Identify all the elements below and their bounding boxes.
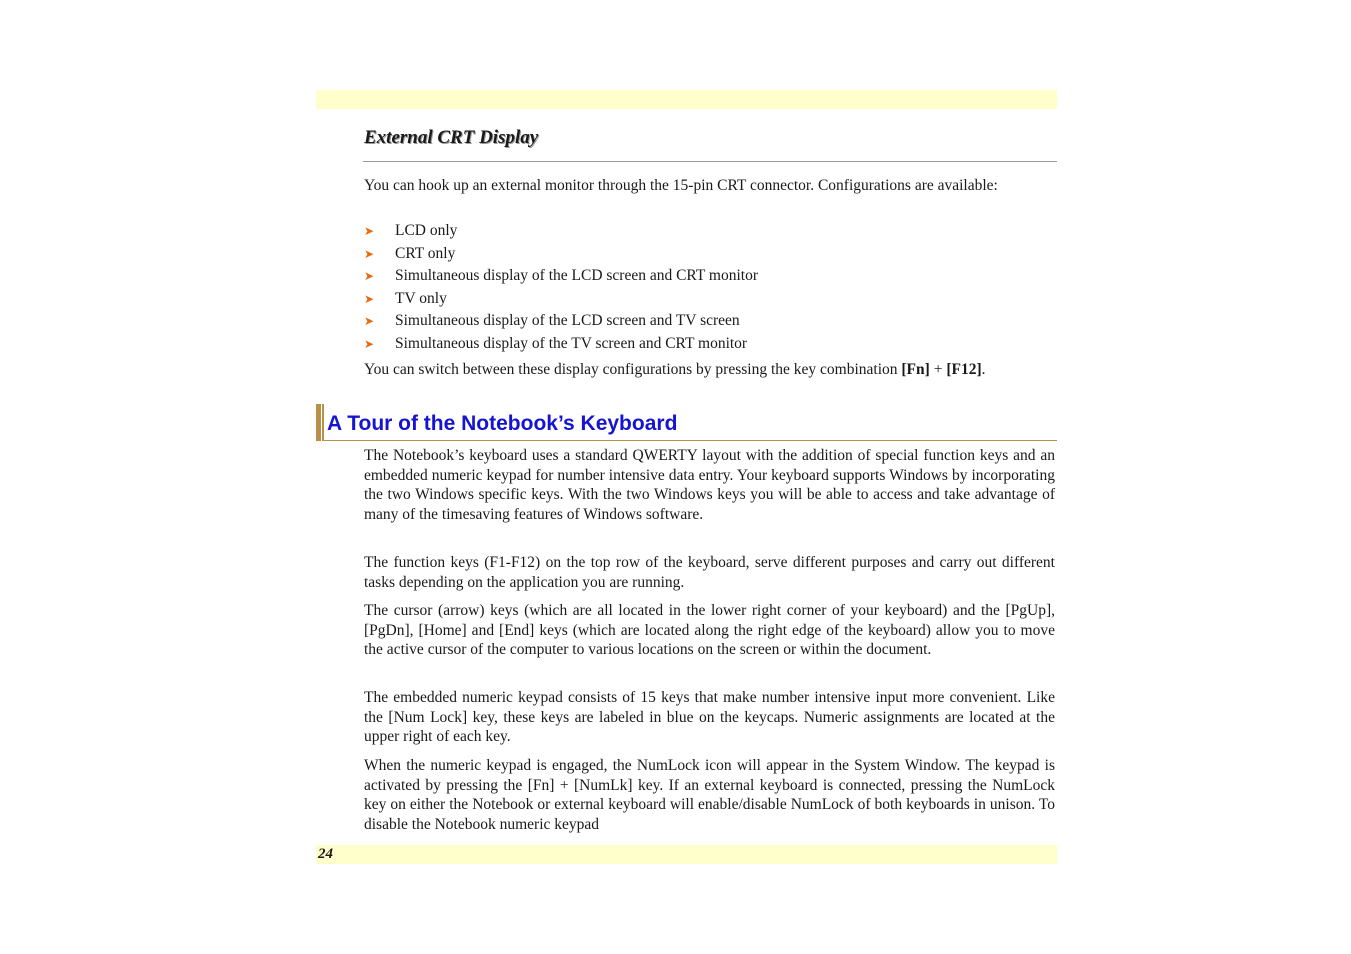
keyboard-paragraph-4: The embedded numeric keypad consists of 15 keys that make number intensive input more convenient. Like the [Num Lock] key, these keys are labeled in blue on the keycaps. Numeric assignments are located at the upper right of each key. (364, 689, 1055, 745)
arrowhead-bullet-icon: ➤ (364, 269, 375, 284)
list-item-label: Simultaneous display of the LCD screen and CRT monitor (395, 267, 758, 285)
list-item (364, 220, 758, 243)
keyboard-paragraph-5: When the numeric keypad is engaged, the NumLock icon will appear in the System Window. The keypad is activated by pressing the [Fn] + [NumLk] key. If an external keyboard is connected, pressing the NumLock key on either the Notebook or external keyboard will enable/disable NumLock of both keyboards in unison. To disable the Notebook numeric keypad (364, 757, 1055, 833)
switch-text: You can switch between these display configurations by pressing the key combination (364, 361, 902, 378)
arrowhead-bullet-icon: ➤ (364, 336, 375, 351)
crt-intro-paragraph: You can hook up an external monitor through the 15-pin CRT connector. Configurations are available: (364, 177, 998, 194)
page-number: 24 (318, 846, 333, 862)
list-item-label: CRT only (395, 244, 456, 262)
list-item-label: Simultaneous display of the LCD screen and TV screen (395, 312, 740, 330)
key-f12: [F12] (946, 361, 982, 378)
display-options-list (364, 220, 758, 356)
switch-config-paragraph (364, 360, 1055, 380)
list-item (364, 310, 758, 333)
keyboard-paragraph-2: The function keys (F1-F12) on the top row of the keyboard, serve different purposes and carry out different tasks depending on the application you are running. (364, 554, 1055, 591)
keyboard-paragraph-3: The cursor (arrow) keys (which are all located in the lower right corner of your keyboard) and the [PgUp], [PgDn], [Home] and [End] keys (which are located along the right edge of the keyboard) allow you to move the active cursor of the computer to various locations on the screen or within the document. (364, 602, 1055, 658)
period: . (981, 361, 986, 378)
plus-sign: + (929, 361, 947, 378)
keyboard-paragraph-1: The Notebook’s keyboard uses a standard QWERTY layout with the addition of special function keys and an embedded numeric keypad for number intensive data entry. Your keyboard supports Windows by incorporating the two Windows specific keys. With the two Windows keys you will be able to access and take advantage of many of the timesaving features of Windows software. (364, 447, 1055, 523)
key-fn: [Fn] (901, 361, 930, 378)
keyboard-heading-rule (324, 440, 1057, 441)
list-item-label: TV only (395, 289, 447, 307)
header-band (316, 90, 1057, 109)
section-title: External CRT Display (364, 127, 539, 148)
section-title-rule (363, 161, 1057, 162)
arrowhead-bullet-icon: ➤ (364, 224, 375, 238)
list-item-label: LCD only (395, 222, 458, 239)
list-item (364, 333, 758, 356)
heading-accent-bar (316, 404, 324, 441)
footer-band (316, 845, 1057, 864)
list-item-label: Simultaneous display of the TV screen and CRT monitor (395, 334, 748, 352)
list-item (364, 243, 758, 266)
arrowhead-bullet-icon: ➤ (364, 291, 375, 306)
list-item (364, 265, 758, 288)
list-item (364, 288, 758, 311)
arrowhead-bullet-icon: ➤ (364, 314, 375, 329)
arrowhead-bullet-icon: ➤ (364, 246, 375, 261)
keyboard-heading: A Tour of the Notebook’s Keyboard (327, 412, 678, 435)
